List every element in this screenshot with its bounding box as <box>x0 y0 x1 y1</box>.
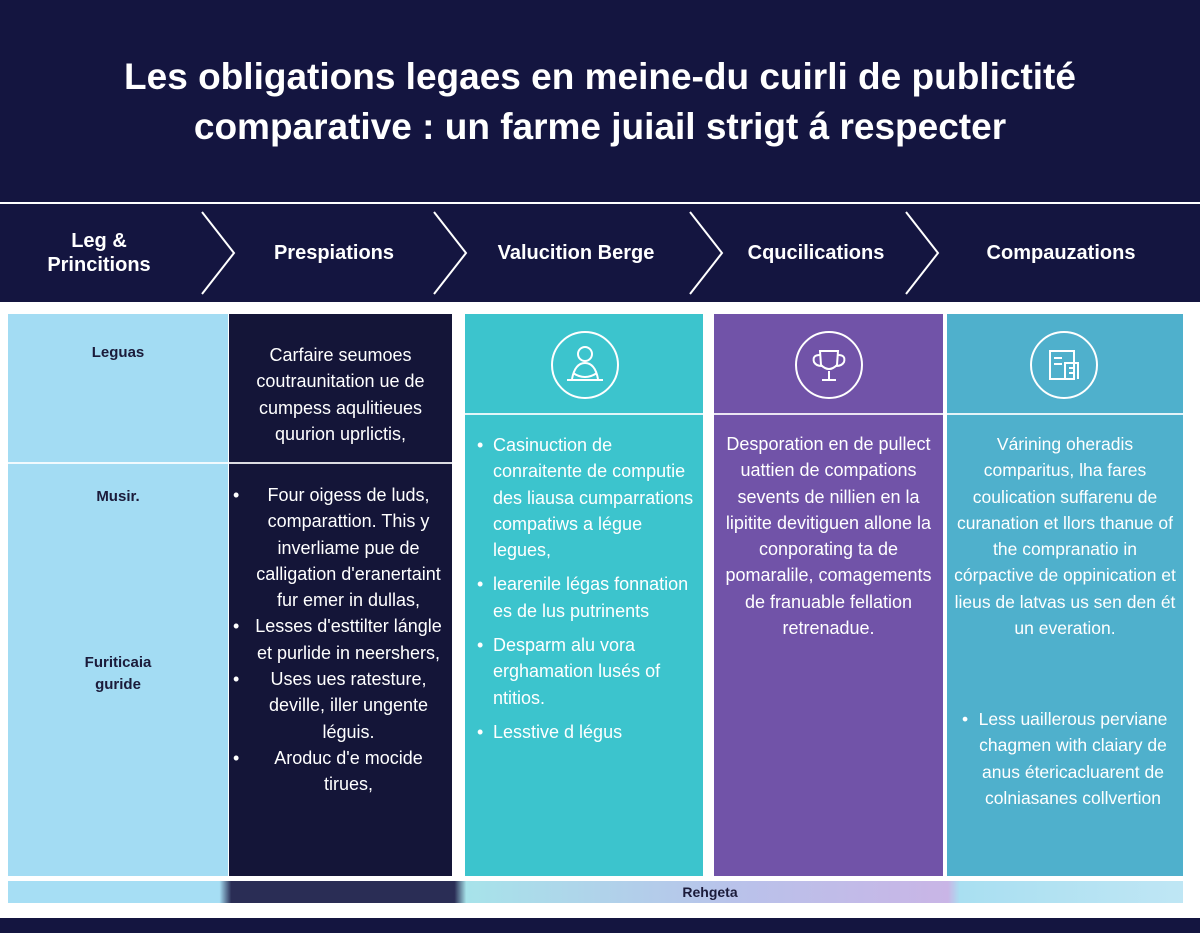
steps-bar <box>0 202 1200 302</box>
chevron-right-icon <box>902 204 942 302</box>
blue-bullet-list <box>962 706 1168 811</box>
page-title: Les obligations legaes en meine-du cuirli de publictité comparative : un farme juiail strigt á respecter <box>124 56 1076 147</box>
list-item: • Uses ues ratesture, deville, iller ungente léguis. <box>233 666 448 745</box>
list-item: • Casinuction de conraitente de computie des liausa cumparrations compatiws a légue legues, <box>477 432 697 563</box>
row-divider <box>8 462 452 464</box>
row-label-2: Musir. <box>96 488 140 505</box>
step-5: Compauzations <box>986 242 1136 264</box>
icon-row-divider <box>465 413 1183 415</box>
list-item: • Lesstive d légus <box>477 719 697 745</box>
list-item: • Lesses d'esttilter lángle et purlide in neershers, <box>233 613 448 666</box>
list-item: • Four oigess de luds, comparattion. This y inverliame pue de calligation d'eranertaint fur emer in dullas, <box>233 482 448 613</box>
row-label-3: Furiticaia guride <box>84 654 152 693</box>
footer-label: Rehgeta <box>682 884 738 900</box>
row-label-1: Leguas <box>91 344 145 361</box>
row-labels-column <box>8 314 228 876</box>
list-item: • Aroduc d'e mocide tirues, <box>233 745 448 798</box>
document-building-icon <box>1030 331 1098 399</box>
dark-bullet-list <box>233 482 448 798</box>
blue-body-text: Várining oheradis comparitus, lha fares coulication suffarenu de curanation et llors thanue of the compranatio in córpactive de oppinication et lieus de latvas us sen den ét un everation. <box>954 434 1176 639</box>
step-3: Valucition Berge <box>497 242 655 264</box>
step-2: Prespiations <box>273 242 395 264</box>
footer-strip <box>0 918 1200 933</box>
chevron-right-icon <box>430 204 470 302</box>
step-1: Leg & Princitions <box>47 230 151 276</box>
chevron-right-icon <box>686 204 726 302</box>
meditation-person-icon <box>551 331 619 399</box>
list-item: • Desparm alu vora erghamation lusés of ntitios. <box>477 632 697 711</box>
list-item: • learenile légas fonnation es de lus putrinents <box>477 571 697 624</box>
purple-body-text: Desporation en de pullect uattien de compations sevents de nillien en la lipitite devitiguen allone la conporating ta de pomaralile, comagements de franuable fellation retrenadue. <box>725 434 932 639</box>
step-4: Cqucilications <box>747 242 885 264</box>
dark-intro-text: Carfaire seumoes coutraunitation ue de cumpess aqulitieues quurion uprlictis, <box>256 345 425 444</box>
trophy-cup-icon <box>795 331 863 399</box>
list-item: • Less uaillerous perviane chagmen with claiary de anus étericacluarent de colniasanes collvertion <box>962 706 1168 811</box>
header-banner <box>0 0 1200 202</box>
teal-bullet-list <box>477 432 697 753</box>
bottom-gradient-bar <box>8 881 1183 903</box>
chevron-right-icon <box>198 204 238 302</box>
